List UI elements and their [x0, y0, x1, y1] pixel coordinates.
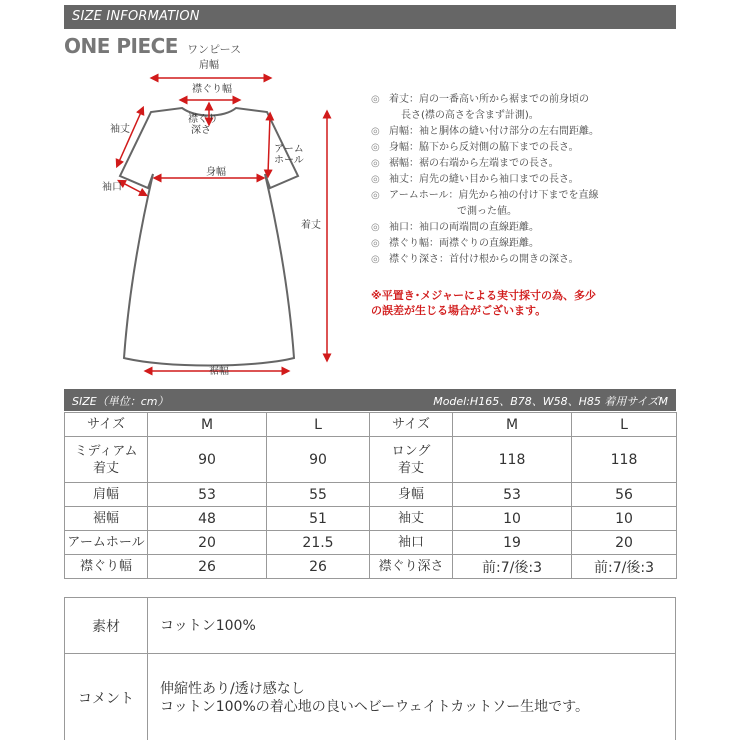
label-sleeve-opening: 袖口 [102, 182, 122, 193]
label-chest: 身幅 [206, 167, 226, 178]
table-cell: 48 [148, 507, 267, 531]
row-label: 襟ぐり深さ [370, 555, 453, 579]
header-cell: M [148, 413, 267, 437]
note-text-cont: で測った値。 [457, 206, 517, 217]
table-row [65, 507, 677, 531]
table-row [65, 531, 677, 555]
table-cell: 118 [572, 437, 677, 483]
label-armhole-line1: アーム [274, 144, 304, 155]
note-length [371, 92, 671, 108]
header-cell: サイズ [65, 413, 148, 437]
bullet-icon: ◎ [371, 222, 380, 233]
table-cell: 10 [572, 507, 677, 531]
warning-line1: ※平置き･メジャーによる実寸採寸の為、多少 [371, 289, 596, 302]
measurement-warning [371, 288, 671, 318]
product-title-en: ONE PIECE [64, 34, 178, 58]
table-row [65, 483, 677, 507]
bullet-icon: ◎ [371, 174, 380, 185]
row-label: 襟ぐり幅 [65, 555, 148, 579]
table-cell: 56 [572, 483, 677, 507]
table-cell: 10 [453, 507, 572, 531]
row-label: 袖口 [370, 531, 453, 555]
dress-outline [120, 108, 298, 366]
product-title-jp: ワンピース [187, 43, 242, 56]
note-text: 身幅：脇下から反対側の脇下までの長さ。 [389, 142, 579, 153]
comment-line2: コットン100%の着心地の良いヘビーウェイトカットソー生地です。 [160, 698, 589, 715]
comment-value [148, 654, 676, 740]
comment-line1: 伸縮性あり/透け感なし [160, 680, 305, 697]
note-text-cont: 長さ(襟の高さを含まず計測)。 [401, 110, 539, 121]
bullet-icon: ◎ [371, 190, 380, 201]
label-armhole [274, 144, 304, 166]
table-cell: 19 [453, 531, 572, 555]
label-sleeve-length: 袖丈 [110, 124, 130, 135]
label-neck-depth-line1: 襟ぐり [188, 114, 218, 125]
note-sleeve-length [371, 172, 671, 188]
bullet-icon: ◎ [371, 238, 380, 249]
table-cell: 前:7/後:3 [453, 555, 572, 579]
note-neck-width [371, 236, 671, 252]
note-text: 肩幅：袖と胴体の縫い付け部分の左右間距離。 [389, 126, 599, 137]
header-title: SIZE INFORMATION [72, 9, 200, 24]
note-text: 着丈：肩の一番高い所から裾までの前身頃の [389, 94, 589, 105]
bullet-icon: ◎ [371, 126, 380, 137]
note-text: 裾幅：裾の右端から左端までの長さ。 [389, 158, 559, 169]
table-cell: 26 [148, 555, 267, 579]
label-neck-depth-line2: 深さ [191, 125, 211, 136]
note-text: 襟ぐり深さ：首付け根からの開きの深さ。 [389, 254, 579, 265]
size-information-header [64, 5, 676, 29]
note-armhole-cont [371, 204, 671, 220]
row-label: ミディアム 着丈 [65, 437, 148, 483]
table-row [65, 437, 677, 483]
table-cell: 90 [267, 437, 370, 483]
label-neck-depth [188, 114, 218, 136]
warning-line2: の誤差が生じる場合がございます。 [371, 304, 547, 317]
comment-label: コメント [65, 654, 148, 740]
measurement-notes [371, 92, 671, 268]
header-cell: L [572, 413, 677, 437]
table-cell: 53 [453, 483, 572, 507]
model-info: Model:H165、B78、W58、H85 着用サイズM [433, 395, 668, 408]
dress-illustration [84, 56, 364, 386]
size-unit-label: SIZE（単位：cm） [72, 395, 169, 408]
note-neck-depth [371, 252, 671, 268]
row-label: 裾幅 [65, 507, 148, 531]
size-header-bar [64, 389, 676, 411]
label-shoulder: 肩幅 [199, 60, 219, 71]
note-length-cont [371, 108, 671, 124]
row-label: 肩幅 [65, 483, 148, 507]
label-length: 着丈 [301, 220, 321, 231]
row-label: 身幅 [370, 483, 453, 507]
table-cell: 90 [148, 437, 267, 483]
table-cell: 51 [267, 507, 370, 531]
label-hem: 裾幅 [209, 366, 229, 377]
note-sleeve-opening [371, 220, 671, 236]
note-text: 襟ぐり幅：両襟ぐりの直線距離。 [389, 238, 539, 249]
table-cell: 118 [453, 437, 572, 483]
table-cell: 21.5 [267, 531, 370, 555]
row-label: ロング 着丈 [370, 437, 453, 483]
material-label: 素材 [65, 598, 148, 654]
note-shoulder [371, 124, 671, 140]
row-label: アームホール [65, 531, 148, 555]
comment-row [65, 654, 676, 740]
table-cell: 20 [572, 531, 677, 555]
size-table [64, 412, 677, 579]
note-hem [371, 156, 671, 172]
label-armhole-line2: ホール [274, 155, 304, 166]
armhole-arrow [268, 116, 270, 174]
row-label: 袖丈 [370, 507, 453, 531]
table-cell: 20 [148, 531, 267, 555]
table-header-row [65, 413, 677, 437]
note-text: 袖丈：肩先の縫い目から袖口までの長さ。 [389, 174, 579, 185]
material-value: コットン100% [148, 598, 676, 654]
bullet-icon: ◎ [371, 158, 380, 169]
header-cell: サイズ [370, 413, 453, 437]
header-cell: M [453, 413, 572, 437]
table-cell: 53 [148, 483, 267, 507]
table-cell: 前:7/後:3 [572, 555, 677, 579]
header-cell: L [267, 413, 370, 437]
note-text: 袖口：袖口の両端間の直線距離。 [389, 222, 539, 233]
label-neck-width: 襟ぐり幅 [192, 84, 232, 95]
note-armhole [371, 188, 671, 204]
bullet-icon: ◎ [371, 94, 380, 105]
bullet-icon: ◎ [371, 254, 380, 265]
product-info-table [64, 597, 676, 740]
note-chest [371, 140, 671, 156]
table-cell: 26 [267, 555, 370, 579]
table-row [65, 555, 677, 579]
garment-diagram [84, 56, 364, 386]
note-text: アームホール：肩先から袖の付け下までを直線 [389, 190, 599, 201]
table-cell: 55 [267, 483, 370, 507]
bullet-icon: ◎ [371, 142, 380, 153]
material-row [65, 598, 676, 654]
